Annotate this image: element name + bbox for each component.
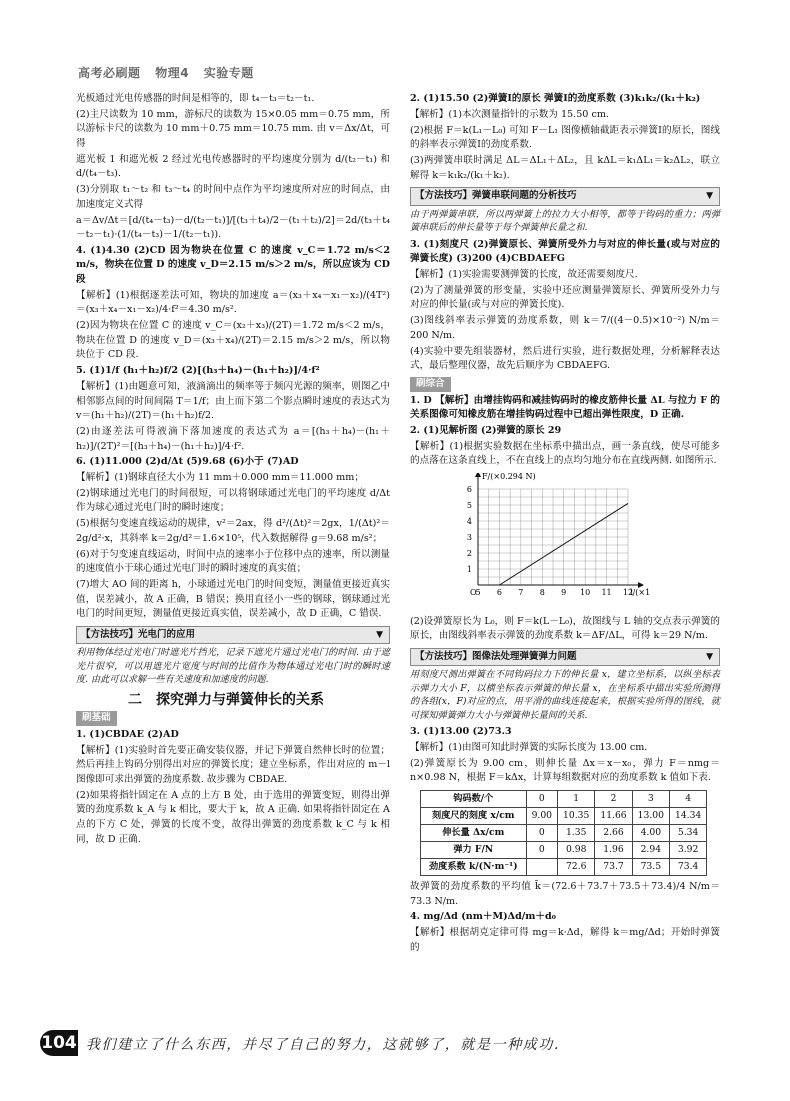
- table-cell: 4: [669, 791, 706, 808]
- explanation-paragraph: (2)弹簧原长为 9.00 cm，则伸长量 Δx＝x－x₀，弹力 F＝nmg＝n×0.98 N，根据 F＝kΔx，计算每组数据对应的劲度系数 k 值如下表.: [410, 757, 720, 784]
- header-series: 高考必刷题: [78, 66, 141, 80]
- answer-line: 4. mg/Δd (nm＋M)Δd/m＋d₀: [410, 911, 556, 923]
- triangle-down-icon: ▼: [376, 629, 383, 640]
- basic-practice-label: 刷基础: [76, 711, 117, 726]
- tip-title: 【方法技巧】弹簧串联问题的分析技巧: [415, 190, 577, 202]
- x-tick-label: 12: [622, 587, 634, 597]
- section-number: 二: [128, 691, 142, 708]
- explanation-paragraph: (6)对于匀变速直线运动，时间中点的速率小于位移中点的速率，所以测量的速度值小于球心通过光电门时的瞬时速度的真实值；: [76, 548, 390, 575]
- explanation-paragraph: (2)根据 F＝k(L₁－L₀) 可知 F－L₁ 图像横轴截距表示弹簧Ⅰ的原长，图线的斜率表示弹簧Ⅰ的劲度系数.: [410, 124, 720, 151]
- table-cell: 4.00: [632, 825, 669, 842]
- tip-box-photogate: [76, 626, 390, 645]
- header-topic: 实验专题: [203, 66, 254, 80]
- explanation-paragraph: (3)两弹簧串联时满足 ΔL＝ΔL₁＋ΔL₂，且 kΔL＝k₁ΔL₁＝k₂ΔL₂，联立解得 k＝k₁k₂/(k₁＋k₂).: [410, 154, 720, 181]
- table-cell: 11.66: [595, 808, 632, 825]
- x-tick-label: 5: [475, 587, 481, 597]
- triangle-down-icon: ▼: [706, 191, 713, 202]
- table-cell: 1.35: [558, 825, 595, 842]
- explanation-paragraph: (2)为了测量弹簧的形变量，实验中还应测量弹簧原长、弹簧所受外力与对应的伸长量(或与对应的弹簧长度).: [410, 284, 720, 311]
- table-cell: 73.4: [669, 859, 706, 876]
- table-cell: 14.34: [669, 808, 706, 825]
- force-length-graph: [450, 473, 650, 611]
- explanation-paragraph: 【解析】(1)由题意可知，液滴滴出的频率等于频闪光源的频率，则图乙中相邻影点间的时间间隔 T＝1/f；由上而下第二个影点瞬时速度的表达式为 v＝(h₁＋h₂)/(2T)＝(h₁＋h₂)f/2.: [76, 380, 390, 422]
- table-cell: 72.6: [558, 859, 595, 876]
- right-column: [410, 92, 720, 957]
- triangle-down-icon: ▼: [706, 651, 713, 662]
- explanation-paragraph: 光板通过光电传感器的时间是相等的，即 t₄－t₃＝t₂－t₁.: [76, 93, 315, 104]
- y-tick-label: 5: [466, 500, 472, 510]
- explanation-paragraph: (4)实验中要先组装器材，然后进行实验，进行数据处理，分析解释表达式，最后整理仪器，故先后顺序为 CBDAEFG.: [410, 345, 720, 372]
- x-tick-label: 8: [539, 587, 545, 597]
- x-tick-label: 7: [518, 587, 524, 597]
- answer-line: 4. (1)4.30 (2)CD 因为物块在位置 C 的速度 v_C＝1.72 m/s＜2 m/s，物块在位置 D 的速度 v_D＝2.15 m/s＞2 m/s，所以应该为 CD 段: [76, 244, 390, 286]
- table-row: [421, 791, 707, 808]
- y-tick-label: 4: [466, 516, 472, 526]
- tip-box-graph-method: [410, 648, 720, 667]
- explanation-paragraph: (3)分别取 t₁～t₂ 和 t₃～t₄ 的时间中点作为平均速度所对应的时间点，由加速度定义式得: [76, 184, 390, 210]
- explanation-paragraph: (2)因为物块在位置 C 的速度 v_C＝(x₂＋x₃)/(2T)＝1.72 m/s＜2 m/s，物块在位置 D 的速度 v_D＝(x₃＋x₄)/(2T)＝2.15 m/s＞2 m/s，所以物块位于 CD 段.: [76, 320, 390, 361]
- table-cell: [526, 859, 557, 876]
- table-row: [421, 842, 707, 859]
- answer-line: 2. (1)见解析图 (2)弹簧的原长 29: [410, 424, 562, 436]
- table-row: [421, 859, 707, 876]
- explanation-paragraph: 【解析】(1)实验时首先要正确安装仪器，并记下弹簧自然伸长时的位置；然后再挂上钩码分别得出对应的弹簧长度；建立坐标系，作出对应的 m－l 图像即可求出弹簧的劲度系数. 故步骤为 CBDAE.: [76, 744, 390, 786]
- table-cell: 10.35: [558, 808, 595, 825]
- table-cell: 13.00: [632, 808, 669, 825]
- y-axis-label: F/(×0.294 N): [482, 472, 536, 481]
- x-tick-label: 11: [601, 587, 612, 597]
- table-row: [421, 808, 707, 825]
- answer-line: 1. (1)CBDAE (2)AD: [76, 729, 179, 741]
- explanation-paragraph: (2)设弹簧原长为 L₀，则 F＝k(L－L₀)，故图线与 L 轴的交点表示弹簧的原长，由图线斜率表示弹簧的劲度系数 k＝ΔF/ΔL，可得 k＝29 N/m.: [410, 615, 720, 642]
- row-header-cell: 劲度系数 k/(N·m⁻¹): [421, 859, 527, 876]
- explanation-paragraph: 【解析】(1)本次测量指针的示数为 15.50 cm.: [410, 108, 609, 120]
- explanation-paragraph: 故弹簧的劲度系数的平均值 k̄＝(72.6＋73.7＋73.5＋73.4)/4 N/m＝73.3 N/m.: [410, 881, 720, 907]
- explanation-paragraph: 遮光板 1 和遮光板 2 经过光电传感器时的平均速度分别为 d/(t₂－t₁) 和 d/(t₄－t₃).: [76, 153, 390, 180]
- answer-line: 1. D 【解析】由增挂钩码和减挂钩码时的橡皮筋伸长量 ΔL 与拉力 F 的关系图像可知橡皮筋在增挂钩码过程中已超出弹性限度，D 正确.: [410, 394, 720, 421]
- explanation-paragraph: (7)增大 AO 间的距离 h，小球通过光电门的时间变短，测量值更接近真实值，误差减小，故 A 正确，B 错误；换用直径小一些的钢球，钢球通过光电门的时间更短，测量值更接近真实值，误差减小，故 D 正确，C 错误.: [76, 579, 390, 620]
- tip-body: 由于两弹簧串联，所以两弹簧上的拉力大小相等，都等于钩码的重力；两弹簧串联后的伸长量等于每个弹簧伸长量之和.: [410, 208, 720, 234]
- row-header-cell: 伸长量 Δx/cm: [421, 825, 527, 842]
- y-tick-label: 6: [466, 484, 472, 494]
- table-cell: 3: [632, 791, 669, 808]
- graph-svg: [450, 473, 650, 605]
- tip-body: 用刻度尺测出弹簧在不同钩码拉力下的伸长量 x，建立坐标系，以纵坐标表示弹力大小 F，以横坐标表示弹簧的伸长量 x，在坐标系中描出实验所测得的各组(x，F)对应的点，用平滑的曲线连接起来，根据实验所得的图线，就可探知弹簧弹力大小与弹簧伸长量间的关系.: [410, 669, 720, 721]
- table-cell: 0: [526, 825, 557, 842]
- page-number: 104: [40, 1030, 78, 1056]
- explanation-paragraph: 【解析】(1)根据逐差法可知，物块的加速度 a＝(x₃＋x₄－x₁－x₂)/(4T²)＝(x₃＋x₄－x₁－x₂)/4·f²＝4.30 m/s².: [76, 289, 390, 316]
- y-tick-label: 1: [466, 564, 472, 574]
- origin-label: O: [470, 587, 477, 597]
- explanation-paragraph: (2)钢球通过光电门的时间很短，可以将钢球通过光电门的平均速度 d/Δt 作为球心通过光电门时的瞬时速度；: [76, 487, 390, 514]
- answer-line: 5. (1)1/f (h₁＋h₂)f/2 (2)[(h₃＋h₄)－(h₁＋h₂)]/4·f²: [76, 365, 320, 377]
- header-subject: 物理4: [155, 66, 190, 80]
- row-header-cell: 钩码数/个: [421, 791, 527, 808]
- table-cell: 2.94: [632, 842, 669, 859]
- x-tick-label: 10: [580, 587, 591, 597]
- table-cell: 9.00: [526, 808, 557, 825]
- table-cell: 3.92: [669, 842, 706, 859]
- table-cell: 1: [558, 791, 595, 808]
- explanation-paragraph: (2)如果将指针固定在 A 点的上方 B 处，由于选用的弹簧变短，则得出弹簧的劲度系数 k_A 与 k 相比，要大于 k，故 A 正确. 如果将指针固定在 A 点的下方 C 处，弹簧的长度不变，故得出弹簧的劲度系数 k_C 与 k 相同，故 D 正确.: [76, 789, 390, 845]
- answer-line: 3. (1)刻度尺 (2)弹簧原长、弹簧所受外力与对应的伸长量(或与对应的弹簧长度) (3)200 (4)CBDAEFG: [410, 238, 720, 265]
- answer-line: 3. (1)13.00 (2)73.3: [410, 726, 512, 738]
- running-header: [78, 64, 264, 81]
- explanation-paragraph: (2)由逐差法可得液滴下落加速度的表达式为 a＝[(h₃＋h₄)－(h₁＋h₂)]/(2T)²＝[(h₃＋h₄)－(h₁＋h₂)]/4·f².: [76, 425, 390, 452]
- explanation-paragraph: 【解析】(1)钢球直径大小为 11 mm＋0.000 mm＝11.000 mm；: [76, 472, 364, 484]
- table-cell: 0.98: [558, 842, 595, 859]
- tip-body: 利用物体经过光电门时遮光片挡光，记录下遮光片通过光电门的时间. 由于遮光片很窄，可以用遮光片宽度与时间的比值作为物体通过光电门时的瞬时速度. 由此可以求解一些有关速度和加速度的问题.: [76, 647, 390, 686]
- y-axis-arrow-icon: [475, 473, 481, 477]
- table-row: [421, 825, 707, 842]
- y-tick-label: 3: [466, 532, 472, 542]
- table-cell: 2: [595, 791, 632, 808]
- explanation-paragraph: (2)主尺读数为 10 mm，游标尺的读数为 15×0.05 mm＝0.75 mm，所以游标卡尺的读数为 10 mm＋0.75 mm＝10.75 mm. 由 v＝Δx/Δt，可得: [76, 108, 390, 149]
- table-cell: 1.96: [595, 842, 632, 859]
- table-cell: 73.7: [595, 859, 632, 876]
- tip-box-series-spring: [410, 187, 720, 206]
- left-column: [76, 92, 390, 848]
- explanation-paragraph: 【解析】(1)实验需要测弹簧的长度，故还需要刻度尺.: [410, 269, 638, 281]
- tip-title: 【方法技巧】光电门的应用: [81, 628, 196, 640]
- row-header-cell: 弹力 F/N: [421, 842, 527, 859]
- row-header-cell: 刻度尺的刻度 x/cm: [421, 808, 527, 825]
- x-tick-label: 9: [561, 587, 567, 597]
- x-tick-label: 6: [496, 587, 502, 597]
- tip-title: 【方法技巧】图像法处理弹簧弹力问题: [415, 650, 577, 662]
- explanation-paragraph: (5)根据匀变速直线运动的规律，v²＝2ax，得 d²/(Δt)²＝2gx，1/(Δt)²＝2g/d²·x，其斜率 k＝2g/d²＝1.6×10⁵，代入数据解得 g＝9.68 m/s²；: [76, 518, 390, 544]
- answer-line: 2. (1)15.50 (2)弹簧Ⅰ的原长 弹簧Ⅰ的劲度系数 (3)k₁k₂/(k₁＋k₂): [410, 93, 701, 104]
- explanation-paragraph: 【解析】(1)由图可知此时弹簧的实际长度为 13.00 cm.: [410, 742, 648, 754]
- explanation-paragraph: a＝Δv/Δt＝[d/(t₄－t₃)－d/(t₂－t₁)]/[(t₃＋t₄)/2－(t₁＋t₂)/2]＝2d/(t₃＋t₄－t₂－t₁)·(1/(t₄－t₃)－1/(t₂－t₁)).: [76, 214, 390, 241]
- table-cell: 2.66: [595, 825, 632, 842]
- section-name: 探究弹力与弹簧伸长的关系: [156, 691, 324, 708]
- table-cell: 0: [526, 791, 557, 808]
- spring-data-table: [420, 790, 707, 876]
- answer-line: 6. (1)11.000 (2)d/Δt (5)9.68 (6)小于 (7)AD: [76, 456, 299, 468]
- table-cell: 5.34: [669, 825, 706, 842]
- y-tick-label: 2: [466, 548, 472, 558]
- explanation-paragraph: (3)图线斜率表示弹簧的劲度系数，则 k＝7/((4－0.5)×10⁻²) N/m＝200 N/m.: [410, 315, 720, 341]
- explanation-paragraph: 【解析】根据胡克定律可得 mg＝k·Δd，解得 k＝mg/Δd；开始时弹簧的: [410, 927, 720, 953]
- x-axis-label: l/(×1: [630, 587, 650, 597]
- section-title: [76, 693, 390, 708]
- table-cell: 0: [526, 842, 557, 859]
- explanation-paragraph: 【解析】(1)根据实验数据在坐标系中描出点，画一条直线，使尽可能多的点落在这条直线上，不在直线上的点均匀地分布在直线两侧. 如图所示.: [410, 440, 720, 467]
- footer-motto: 我们建立了什么东西，并尽了自己的努力，这就够了，就是一种成功.: [86, 1037, 561, 1053]
- table-cell: 73.5: [632, 859, 669, 876]
- comprehensive-practice-label: 刷综合: [410, 377, 451, 392]
